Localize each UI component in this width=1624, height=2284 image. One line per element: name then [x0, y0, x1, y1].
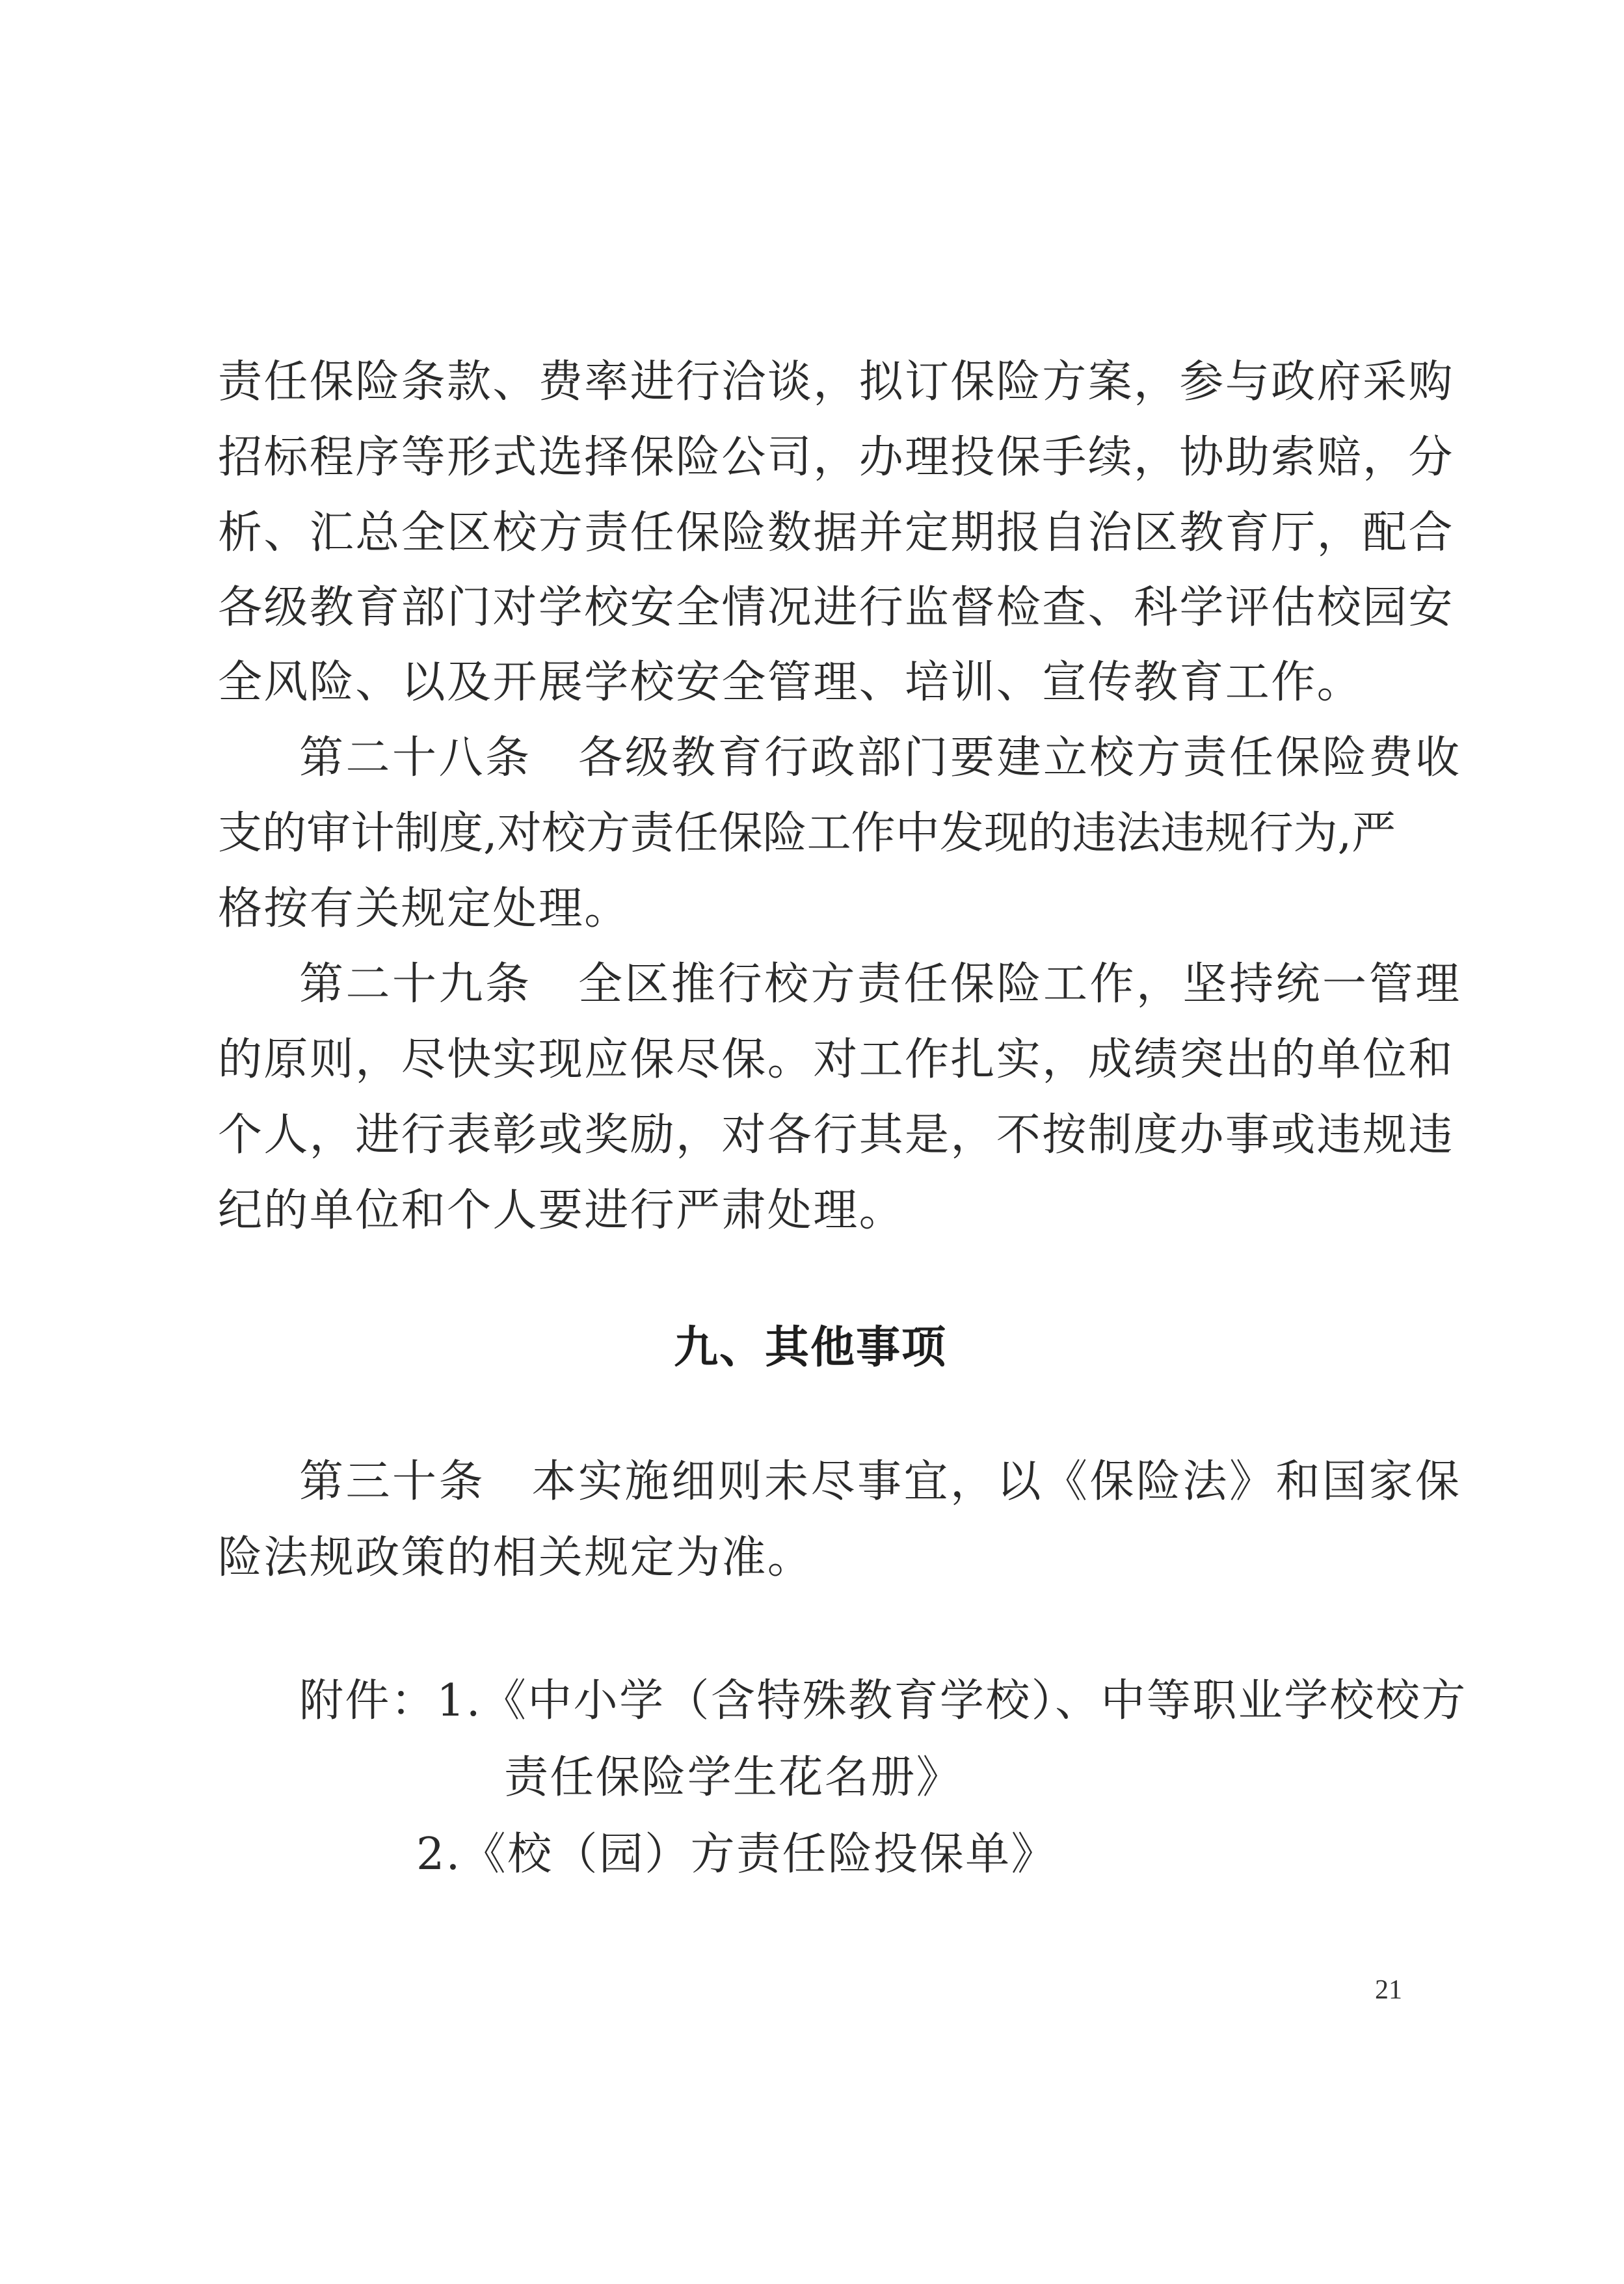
article-28-line-3: 格按有关规定处理。: [218, 883, 630, 935]
paragraph-1-line-5: 全风险、以及开展学校安全管理、培训、宣传教育工作。: [218, 657, 1363, 708]
paragraph-1-line-1: 责任保险条款、费率进行洽谈，拟订保险方案，参与政府采购: [218, 356, 1454, 408]
article-28-line-2: 支的审计制度,对校方责任保险工作中发现的违法违规行为,严: [218, 808, 1396, 859]
article-29-line-1: 第二十九条 全区推行校方责任保险工作，坚持统一管理: [299, 959, 1462, 1010]
paragraph-1-line-2: 招标程序等形式选择保险公司，办理投保手续，协助索赔，分: [218, 432, 1454, 483]
article-30-line-1: 第三十条 本实施细则未尽事宜，以《保险法》和国家保: [299, 1456, 1462, 1507]
article-29-line-4: 纪的单位和个人要进行严肃处理。: [218, 1185, 905, 1236]
article-28-line-1: 第二十八条 各级教育行政部门要建立校方责任保险费收: [299, 732, 1462, 784]
section-heading: 九、其他事项: [674, 1322, 948, 1374]
paragraph-1-line-4: 各级教育部门对学校安全情况进行监督检查、科学评估校园安: [218, 582, 1454, 633]
page-number: 21: [1375, 1975, 1402, 2005]
attachment-line-3: 2.《校（园）方责任险投保单》: [416, 1829, 1057, 1880]
attachment-line-2: 责任保险学生花名册》: [504, 1752, 963, 1803]
article-30-line-2: 险法规政策的相关规定为准。: [218, 1532, 814, 1584]
attachment-line-1: 附件：1.《中小学（含特殊教育学校）、中等职业学校校方: [299, 1675, 1467, 1727]
paragraph-1-line-3: 析、汇总全区校方责任保险数据并定期报自治区教育厅，配合: [218, 507, 1454, 559]
article-29-line-3: 个人，进行表彰或奖励，对各行其是，不按制度办事或违规违: [218, 1109, 1454, 1161]
article-29-line-2: 的原则，尽快实现应保尽保。对工作扎实，成绩突出的单位和: [218, 1034, 1454, 1085]
